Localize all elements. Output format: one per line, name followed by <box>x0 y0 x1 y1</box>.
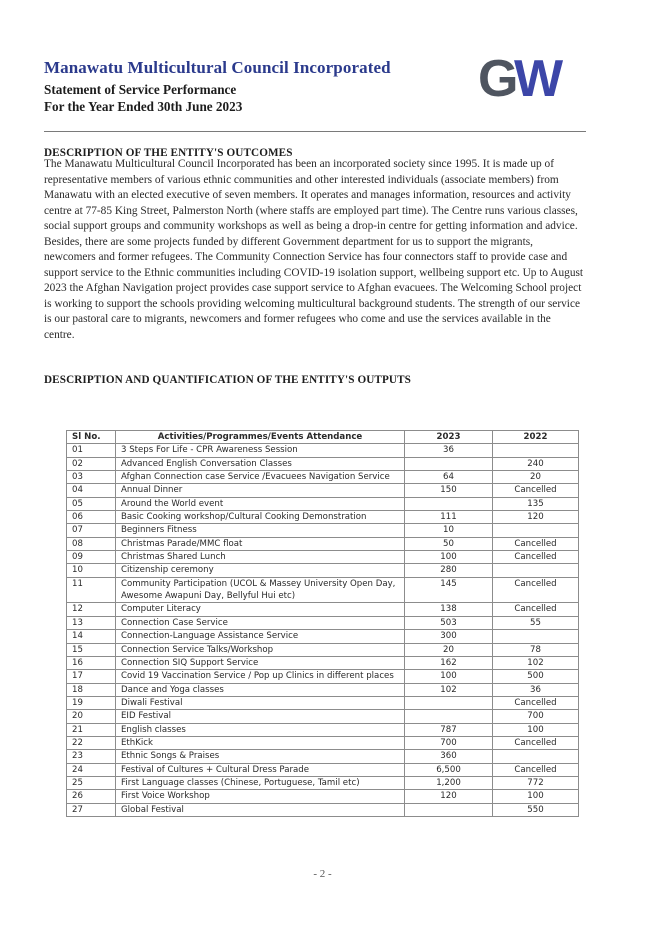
row-sl-no: 26 <box>67 790 116 803</box>
row-activity: Connection-Language Assistance Service <box>116 630 405 643</box>
table-row <box>67 763 579 776</box>
svg-text:W: W <box>514 52 561 104</box>
row-sl-no: 04 <box>67 484 116 497</box>
row-activity: Dance and Yoga classes <box>116 683 405 696</box>
row-value-2022: 55 <box>493 616 579 629</box>
row-value-2023 <box>405 696 493 709</box>
row-value-2023: 100 <box>405 551 493 564</box>
row-value-2022: Cancelled <box>493 577 579 603</box>
row-value-2022 <box>493 630 579 643</box>
table-row <box>67 696 579 709</box>
row-sl-no: 06 <box>67 511 116 524</box>
table-row <box>67 616 579 629</box>
row-value-2022: Cancelled <box>493 537 579 550</box>
svg-text:G: G <box>478 52 516 104</box>
row-value-2022: 120 <box>493 511 579 524</box>
row-value-2022 <box>493 564 579 577</box>
row-value-2022 <box>493 750 579 763</box>
row-sl-no: 08 <box>67 537 116 550</box>
row-sl-no: 22 <box>67 736 116 749</box>
row-activity: Connection Service Talks/Workshop <box>116 643 405 656</box>
header-2022: 2022 <box>493 431 579 444</box>
row-activity: First Voice Workshop <box>116 790 405 803</box>
table-row <box>67 723 579 736</box>
row-value-2023: 145 <box>405 577 493 603</box>
row-value-2022: Cancelled <box>493 603 579 616</box>
row-sl-no: 12 <box>67 603 116 616</box>
row-activity: Connection SIQ Support Service <box>116 656 405 669</box>
row-activity: EthKick <box>116 736 405 749</box>
row-value-2022 <box>493 444 579 457</box>
table-row <box>67 603 579 616</box>
row-value-2022: 20 <box>493 471 579 484</box>
header-divider <box>44 131 586 132</box>
attendance-table <box>66 430 579 817</box>
row-activity: Basic Cooking workshop/Cultural Cooking Demonstration <box>116 511 405 524</box>
outcomes-heading: DESCRIPTION OF THE ENTITY'S OUTCOMES <box>44 147 293 159</box>
row-value-2023: 700 <box>405 736 493 749</box>
row-activity: EID Festival <box>116 710 405 723</box>
period-title: For the Year Ended 30th June 2023 <box>44 99 243 114</box>
row-value-2023: 162 <box>405 656 493 669</box>
row-value-2022: 772 <box>493 776 579 789</box>
row-value-2023: 10 <box>405 524 493 537</box>
row-value-2023: 138 <box>405 603 493 616</box>
row-value-2023: 111 <box>405 511 493 524</box>
table-row <box>67 457 579 470</box>
row-sl-no: 01 <box>67 444 116 457</box>
row-sl-no: 19 <box>67 696 116 709</box>
row-sl-no: 17 <box>67 670 116 683</box>
row-activity: Diwali Festival <box>116 696 405 709</box>
row-value-2023 <box>405 497 493 510</box>
row-value-2023: 20 <box>405 643 493 656</box>
row-value-2023: 64 <box>405 471 493 484</box>
row-activity: 3 Steps For Life - CPR Awareness Session <box>116 444 405 457</box>
row-sl-no: 20 <box>67 710 116 723</box>
row-value-2023: 280 <box>405 564 493 577</box>
row-activity: First Language classes (Chinese, Portuguese, Tamil etc) <box>116 776 405 789</box>
table-row <box>67 524 579 537</box>
table-row <box>67 630 579 643</box>
row-value-2023: 50 <box>405 537 493 550</box>
table-row <box>67 497 579 510</box>
row-value-2023: 120 <box>405 790 493 803</box>
row-sl-no: 25 <box>67 776 116 789</box>
row-value-2022: Cancelled <box>493 763 579 776</box>
row-value-2022: 100 <box>493 790 579 803</box>
row-value-2022: 36 <box>493 683 579 696</box>
row-value-2023 <box>405 457 493 470</box>
row-sl-no: 10 <box>67 564 116 577</box>
organisation-name: Manawatu Multicultural Council Incorporated <box>44 58 391 77</box>
table-row <box>67 670 579 683</box>
header-activities: Activities/Programmes/Events Attendance <box>116 431 405 444</box>
table-row <box>67 484 579 497</box>
row-value-2022: 100 <box>493 723 579 736</box>
statement-title: Statement of Service Performance <box>44 82 237 97</box>
table-row <box>67 564 579 577</box>
row-value-2022: 135 <box>493 497 579 510</box>
row-value-2022: 78 <box>493 643 579 656</box>
table-row <box>67 736 579 749</box>
row-activity: Beginners Fitness <box>116 524 405 537</box>
row-activity: Connection Case Service <box>116 616 405 629</box>
row-value-2022: 700 <box>493 710 579 723</box>
row-value-2023: 300 <box>405 630 493 643</box>
row-sl-no: 15 <box>67 643 116 656</box>
row-activity: Global Festival <box>116 803 405 816</box>
row-value-2023 <box>405 710 493 723</box>
row-activity: Festival of Cultures + Cultural Dress Parade <box>116 763 405 776</box>
row-sl-no: 14 <box>67 630 116 643</box>
header-2023: 2023 <box>405 431 493 444</box>
outputs-heading: DESCRIPTION AND QUANTIFICATION OF THE ENTITY'S OUTPUTS <box>44 374 411 386</box>
table-row <box>67 656 579 669</box>
row-sl-no: 18 <box>67 683 116 696</box>
row-sl-no: 21 <box>67 723 116 736</box>
row-value-2022: Cancelled <box>493 551 579 564</box>
row-value-2022: 550 <box>493 803 579 816</box>
row-activity: Covid 19 Vaccination Service / Pop up Clinics in different places <box>116 670 405 683</box>
row-sl-no: 11 <box>67 577 116 603</box>
row-value-2023 <box>405 803 493 816</box>
table-row <box>67 471 579 484</box>
row-activity: English classes <box>116 723 405 736</box>
table-row <box>67 577 579 603</box>
table-row <box>67 710 579 723</box>
row-sl-no: 02 <box>67 457 116 470</box>
outcomes-paragraph: The Manawatu Multicultural Council Incorporated has been an incorporated society since 1995. It is made up of representative members of various ethnic communities and other interested individuals (associate members) from Manawatu with an elected executive of seven members. It operates and manages information, resources and activity centre at 77-85 King Street, Palmerston North (where staffs are employed part time). The Centre runs various classes, social support groups and community workshops as well as being a drop-in centre for getting information and advice. Besides, there are some projects funded by different Government department for us to support the migrants, newcomers and former refugees. The Community Connection Service has four connectors staff to provide case and support service to the Ethnic communities including COVID-19 isolation support, wellbeing support etc. Up to August 2023 the Afghan Navigation project provides case support service to Afghan evacuees. The Welcoming School project is working to support the schools providing welcoming multicultural background students. The strength of our service is our pastoral care to migrants, newcomers and former refugees who come and use the services available in the centre. <box>44 158 584 342</box>
page-number: - 2 - <box>313 868 332 880</box>
table-row <box>67 511 579 524</box>
row-activity: Advanced English Conversation Classes <box>116 457 405 470</box>
row-value-2023: 503 <box>405 616 493 629</box>
row-value-2022: Cancelled <box>493 736 579 749</box>
row-sl-no: 24 <box>67 763 116 776</box>
table-row <box>67 790 579 803</box>
row-value-2023: 360 <box>405 750 493 763</box>
gw-logo <box>478 52 582 104</box>
row-activity: Afghan Connection case Service /Evacuees Navigation Service <box>116 471 405 484</box>
row-value-2022: 102 <box>493 656 579 669</box>
row-sl-no: 09 <box>67 551 116 564</box>
row-value-2023: 6,500 <box>405 763 493 776</box>
row-value-2023: 787 <box>405 723 493 736</box>
row-value-2022: 500 <box>493 670 579 683</box>
table-row <box>67 776 579 789</box>
table-body <box>67 444 579 817</box>
table-row <box>67 537 579 550</box>
table-row <box>67 551 579 564</box>
row-activity: Annual Dinner <box>116 484 405 497</box>
row-activity: Community Participation (UCOL & Massey University Open Day, Awesome Awapuni Day, Bellyful Hui etc) <box>116 577 405 603</box>
row-sl-no: 16 <box>67 656 116 669</box>
table-row <box>67 643 579 656</box>
table-row <box>67 803 579 816</box>
row-activity: Computer Literacy <box>116 603 405 616</box>
row-value-2022 <box>493 524 579 537</box>
row-activity: Ethnic Songs & Praises <box>116 750 405 763</box>
row-activity: Christmas Parade/MMC float <box>116 537 405 550</box>
row-sl-no: 13 <box>67 616 116 629</box>
row-activity: Around the World event <box>116 497 405 510</box>
row-value-2022: 240 <box>493 457 579 470</box>
table-row <box>67 444 579 457</box>
table-row <box>67 683 579 696</box>
row-value-2023: 100 <box>405 670 493 683</box>
row-sl-no: 27 <box>67 803 116 816</box>
row-value-2023: 1,200 <box>405 776 493 789</box>
row-sl-no: 07 <box>67 524 116 537</box>
table-row <box>67 750 579 763</box>
row-sl-no: 05 <box>67 497 116 510</box>
row-value-2022: Cancelled <box>493 484 579 497</box>
row-activity: Citizenship ceremony <box>116 564 405 577</box>
row-value-2023: 102 <box>405 683 493 696</box>
header-sl-no: Sl No. <box>67 431 116 444</box>
row-value-2023: 150 <box>405 484 493 497</box>
row-activity: Christmas Shared Lunch <box>116 551 405 564</box>
row-sl-no: 23 <box>67 750 116 763</box>
table-header-row <box>67 431 579 444</box>
row-value-2023: 36 <box>405 444 493 457</box>
row-sl-no: 03 <box>67 471 116 484</box>
row-value-2022: Cancelled <box>493 696 579 709</box>
